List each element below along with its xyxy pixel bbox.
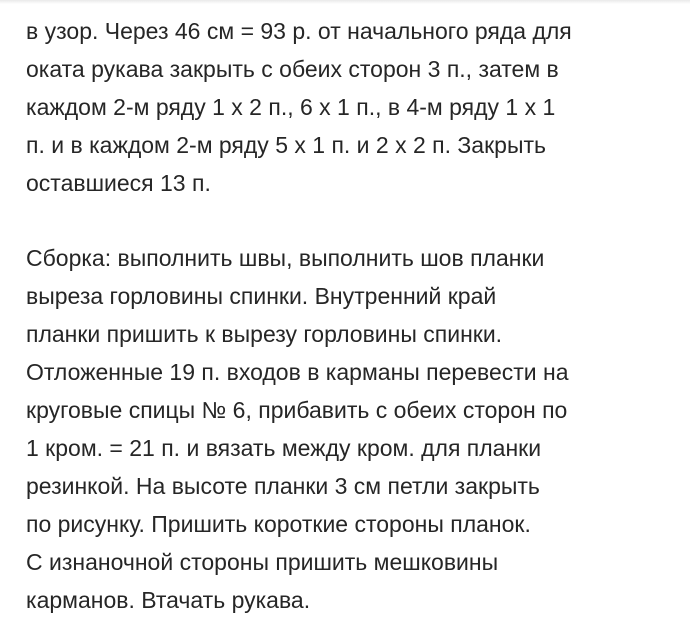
- text-line: С изнаночной стороны пришить мешковины: [26, 549, 499, 575]
- text-line: Сборка: выполнить швы, выполнить шов планки: [26, 245, 545, 271]
- paragraph-assembly: [26, 239, 686, 619]
- text-line: каждом 2-м ряду 1 х 2 п., 6 х 1 п., в 4-м ряду 1 х 1: [26, 94, 556, 120]
- text-line: в узор. Через 46 см = 93 р. от начального ряда для: [26, 18, 572, 44]
- paragraph-sleeve-cap: [26, 12, 686, 202]
- text-line: резинкой. На высоте планки 3 см петли закрыть: [26, 473, 540, 499]
- top-divider: [0, 0, 690, 4]
- text-line: по рисунку. Пришить короткие стороны планок.: [26, 511, 531, 537]
- text-line: планки пришить к вырезу горловины спинки.: [26, 321, 503, 347]
- text-line: Отложенные 19 п. входов в карманы перевести на: [26, 359, 569, 385]
- text-line: оката рукава закрыть с обеих сторон 3 п., затем в: [26, 56, 559, 82]
- text-line: круговые спицы № 6, прибавить с обеих сторон по: [26, 397, 568, 423]
- text-line: выреза горловины спинки. Внутренний край: [26, 283, 497, 309]
- text-line: п. и в каждом 2-м ряду 5 х 1 п. и 2 х 2 п. Закрыть: [26, 132, 546, 158]
- text-line: карманов. Втачать рукава.: [26, 587, 311, 613]
- text-line: оставшиеся 13 п.: [26, 170, 211, 196]
- text-line: 1 кром. = 21 п. и вязать между кром. для планки: [26, 435, 542, 461]
